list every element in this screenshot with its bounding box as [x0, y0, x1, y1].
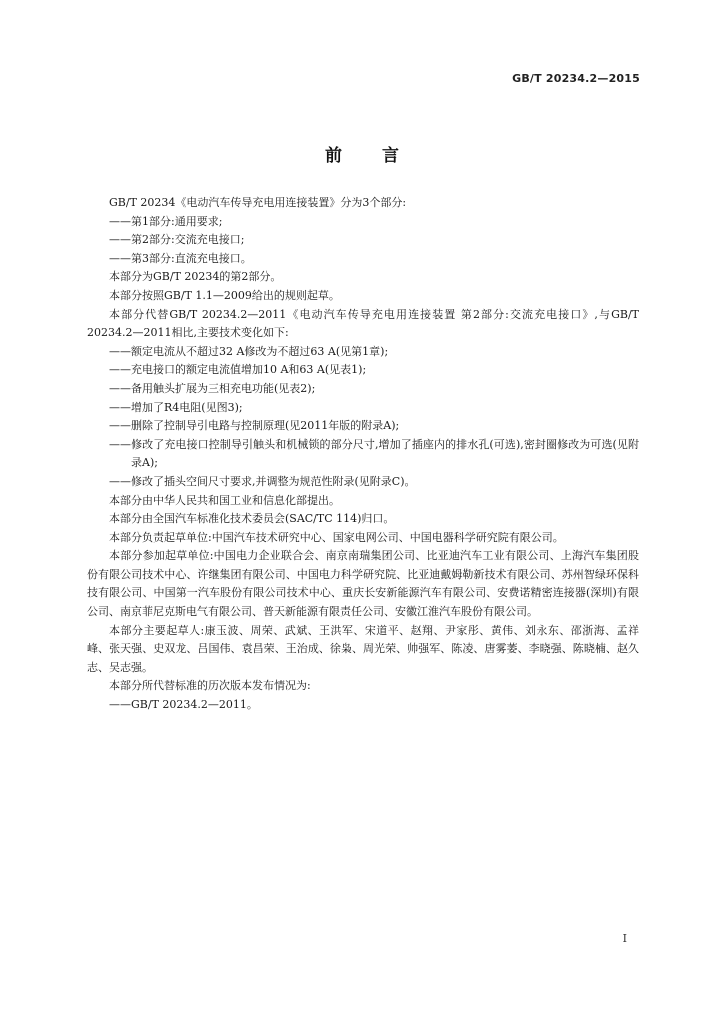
- standard-number: GB/T 20234.2—2015: [512, 72, 640, 85]
- change-list-item: ——删除了控制导引电路与控制原理(见2011年版的附录A);: [109, 419, 400, 433]
- participating-units-paragraph: 本部分参加起草单位:中国电力企业联合会、南京南瑞集团公司、比亚迪汽车工业有限公司、上海汽车集团股份有限公司技术中心、许继集团有限公司、中国电力科学研究院、比亚迪戴姆勒新技术有限公司、苏州智绿环保科技有限公司、中国第一汽车股份有限公司技术中心、重庆长安新能源汽车有限公司、安费诺精密连接器(深圳)有限公司、南京菲尼克斯电气有限公司、普天新能源有限责任公司、安徽江淮汽车股份有限公司。: [87, 549, 639, 619]
- part-list-item: ——第3部分:直流充电接口。: [109, 251, 252, 265]
- document-body: [87, 194, 639, 715]
- drafters-paragraph: 本部分主要起草人:康玉波、周荣、武斌、王洪军、宋道平、赵翔、尹家彤、黄伟、刘永东、邵浙海、孟祥峰、张天强、史双龙、吕国伟、袁昌荣、王治成、徐枭、周光荣、帅强军、陈凌、唐雾萎、李晓强、陈晓楠、赵久志、吴志强。: [87, 623, 639, 674]
- change-list-item: ——额定电流从不超过32 A修改为不超过63 A(见第1章);: [109, 344, 389, 358]
- change-list-item: ——修改了充电接口控制导引触头和机械锁的部分尺寸,增加了插座内的排水孔(可选),密封圈修改为可选(见附录A);: [109, 437, 639, 470]
- version-list-item: ——GB/T 20234.2—2011。: [109, 698, 258, 712]
- body-paragraph: 本部分由全国汽车标准化技术委员会(SAC/TC 114)归口。: [109, 512, 395, 526]
- replacement-paragraph: 本部分代替GB/T 20234.2—2011《电动汽车传导充电用连接装置 第2部分:交流充电接口》,与GB/T 20234.2—2011相比,主要技术变化如下:: [87, 307, 639, 340]
- body-paragraph: 本部分所代替标准的历次版本发布情况为:: [109, 679, 311, 693]
- part-list-item: ——第2部分:交流充电接口;: [109, 233, 245, 247]
- body-paragraph: 本部分为GB/T 20234的第2部分。: [109, 270, 282, 284]
- change-list-item: ——充电接口的额定电流值增加10 A和63 A(见表1);: [109, 363, 367, 377]
- body-paragraph: 本部分由中华人民共和国工业和信息化部提出。: [109, 493, 340, 507]
- body-paragraph: 本部分按照GB/T 1.1—2009给出的规则起草。: [109, 288, 340, 302]
- drafting-units-paragraph: 本部分负责起草单位:中国汽车技术研究中心、国家电网公司、中国电器科学研究院有限公司。: [109, 530, 564, 544]
- part-list-item: ——第1部分:通用要求;: [109, 214, 223, 228]
- change-list-item: ——修改了插头空间尺寸要求,并调整为规范性附录(见附录C)。: [109, 474, 416, 488]
- page-title: 前言: [325, 146, 439, 166]
- intro-paragraph: GB/T 20234《电动汽车传导充电用连接装置》分为3个部分:: [109, 196, 407, 209]
- page-number: I: [622, 932, 627, 945]
- change-list-item: ——备用触头扩展为三相充电功能(见表2);: [109, 381, 316, 395]
- change-list-item: ——增加了R4电阻(见图3);: [109, 400, 243, 414]
